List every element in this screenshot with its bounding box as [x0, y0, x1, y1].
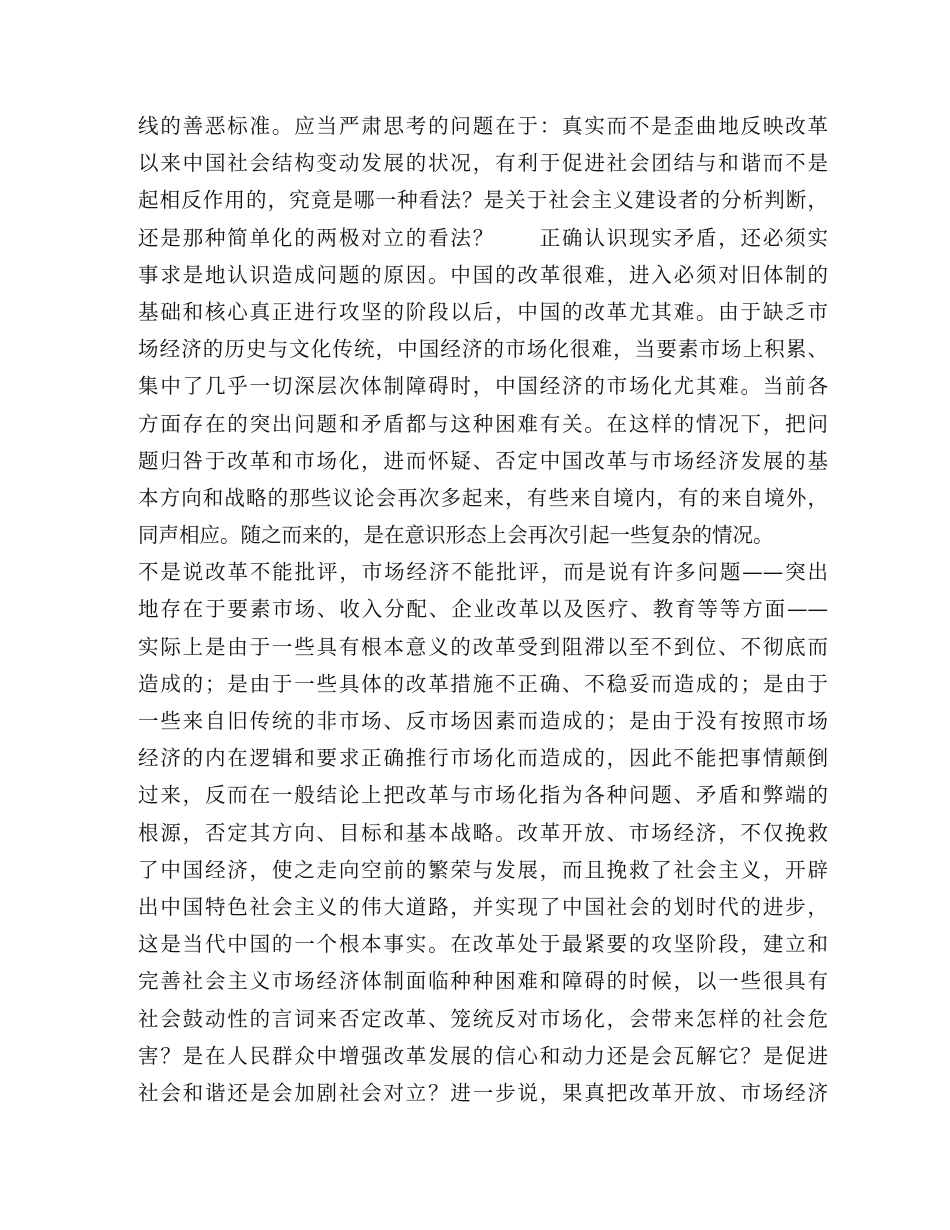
body-text: [138, 108, 828, 1112]
text-line: 不是说改革不能批评，市场经济不能批评，而是说有许多问题——突出: [138, 560, 828, 585]
text-line: 经济的内在逻辑和要求正确推行市场化而造成的，因此不能把事情颠倒: [138, 746, 828, 771]
text-line: 基础和核心真正进行攻坚的阶段以后，中国的改革尤其难。由于缺乏市: [138, 299, 828, 324]
text-line: 场经济的历史与文化传统，中国经济的市场化很难，当要素市场上积累、: [138, 337, 828, 362]
text-line: 一些来自旧传统的非市场、反市场因素而造成的；是由于没有按照市场: [138, 709, 828, 733]
text-line: 同声相应。随之而来的，是在意识形态上会再次引起一些复杂的情况。: [138, 523, 774, 548]
text-line: 害？是在人民群众中增强改革发展的信心和动力还是会瓦解它？是促进: [138, 1043, 828, 1068]
text-line: 社会和谐还是会加剧社会对立？进一步说，果真把改革开放、市场经济: [138, 1080, 828, 1105]
text-line: 这是当代中国的一个根本事实。在改革处于最紧要的攻坚阶段，建立和: [138, 932, 828, 957]
text-line: 造成的；是由于一些具体的改革措施不正确、不稳妥而造成的；是由于: [138, 671, 828, 696]
text-line: 过来，反而在一般结论上把改革与市场化指为各种问题、矛盾和弊端的: [138, 783, 828, 808]
text-line: 了中国经济，使之走向空前的繁荣与发展，而且挽救了社会主义，开辟: [138, 857, 828, 882]
text-line: 实际上是由于一些具有根本意义的改革受到阻滞以至不到位、不彻底而: [138, 634, 828, 659]
text-line: 根源，否定其方向、目标和基本战略。改革开放、市场经济，不仅挽救: [138, 820, 828, 845]
text-line: 还是那种简单化的两极对立的看法？ 正确认识现实矛盾，还必须实: [138, 225, 828, 250]
text-line: 题归咎于改革和市场化，进而怀疑、否定中国改革与市场经济发展的基: [138, 448, 828, 473]
text-line: 本方向和战略的那些议论会再次多起来，有些来自境内，有的来自境外，: [138, 485, 828, 510]
text-line: 起相反作用的，究竟是哪一种看法？是关于社会主义建设者的分析判断，: [138, 188, 828, 213]
text-line: 线的善恶标准。应当严肃思考的问题在于：真实而不是歪曲地反映改革: [138, 114, 828, 138]
text-line: 事求是地认识造成问题的原因。中国的改革很难，进入必须对旧体制的: [138, 262, 828, 287]
text-line: 方面存在的突出问题和矛盾都与这种困难有关。在这样的情况下，把问: [138, 411, 828, 436]
text-line: 集中了几乎一切深层次体制障碍时，中国经济的市场化尤其难。当前各: [138, 374, 828, 399]
text-line: 出中国特色社会主义的伟大道路，并实现了中国社会的划时代的进步，: [138, 894, 828, 919]
text-line: 社会鼓动性的言词来否定改革、笼统反对市场化，会带来怎样的社会危: [138, 1006, 828, 1031]
text-line: 完善社会主义市场经济体制面临种种困难和障碍的时候，以一些很具有: [138, 969, 828, 994]
text-line: 地存在于要素市场、收入分配、企业改革以及医疗、教育等等方面——: [138, 597, 828, 622]
text-line: 以来中国社会结构变动发展的状况，有利于促进社会团结与和谐而不是: [138, 151, 828, 176]
